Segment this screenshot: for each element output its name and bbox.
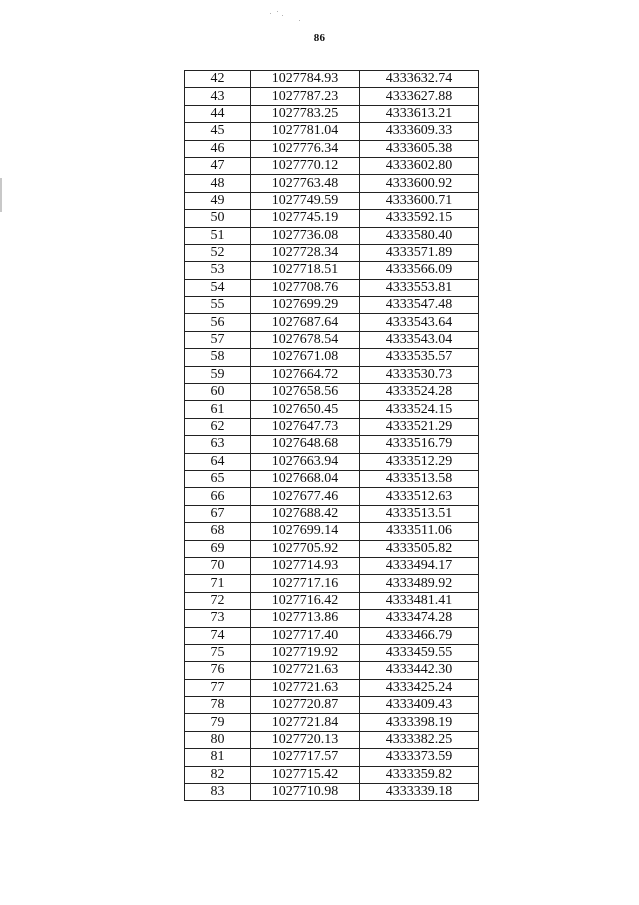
x-coordinate-cell: 1027668.04 — [251, 470, 360, 487]
table-row — [185, 88, 479, 105]
x-coordinate-cell: 1027721.63 — [251, 679, 360, 696]
x-coordinate-cell: 1027717.16 — [251, 575, 360, 592]
table-row — [185, 540, 479, 557]
y-coordinate-cell: 4333530.73 — [360, 366, 479, 383]
point-number-cell: 74 — [185, 627, 251, 644]
table-row — [185, 784, 479, 801]
table-row — [185, 505, 479, 522]
table-row — [185, 123, 479, 140]
point-number-cell: 66 — [185, 488, 251, 505]
y-coordinate-cell: 4333602.80 — [360, 157, 479, 174]
y-coordinate-cell: 4333632.74 — [360, 71, 479, 88]
y-coordinate-cell: 4333516.79 — [360, 436, 479, 453]
x-coordinate-cell: 1027663.94 — [251, 453, 360, 470]
point-number-cell: 52 — [185, 244, 251, 261]
x-coordinate-cell: 1027647.73 — [251, 418, 360, 435]
point-number-cell: 73 — [185, 610, 251, 627]
y-coordinate-cell: 4333409.43 — [360, 697, 479, 714]
x-coordinate-cell: 1027699.29 — [251, 297, 360, 314]
table-row — [185, 418, 479, 435]
y-coordinate-cell: 4333543.64 — [360, 314, 479, 331]
table-row — [185, 436, 479, 453]
x-coordinate-cell: 1027728.34 — [251, 244, 360, 261]
y-coordinate-cell: 4333398.19 — [360, 714, 479, 731]
x-coordinate-cell: 1027721.63 — [251, 662, 360, 679]
y-coordinate-cell: 4333592.15 — [360, 210, 479, 227]
coordinates-table — [184, 70, 479, 801]
point-number-cell: 60 — [185, 384, 251, 401]
x-coordinate-cell: 1027699.14 — [251, 523, 360, 540]
x-coordinate-cell: 1027721.84 — [251, 714, 360, 731]
x-coordinate-cell: 1027749.59 — [251, 192, 360, 209]
x-coordinate-cell: 1027650.45 — [251, 401, 360, 418]
point-number-cell: 46 — [185, 140, 251, 157]
x-coordinate-cell: 1027710.98 — [251, 784, 360, 801]
table-row — [185, 366, 479, 383]
point-number-cell: 49 — [185, 192, 251, 209]
x-coordinate-cell: 1027736.08 — [251, 227, 360, 244]
x-coordinate-cell: 1027713.86 — [251, 610, 360, 627]
y-coordinate-cell: 4333489.92 — [360, 575, 479, 592]
point-number-cell: 58 — [185, 349, 251, 366]
point-number-cell: 68 — [185, 523, 251, 540]
table-row — [185, 140, 479, 157]
table-row — [185, 71, 479, 88]
x-coordinate-cell: 1027688.42 — [251, 505, 360, 522]
table-row — [185, 314, 479, 331]
y-coordinate-cell: 4333481.41 — [360, 592, 479, 609]
point-number-cell: 64 — [185, 453, 251, 470]
point-number-cell: 53 — [185, 262, 251, 279]
point-number-cell: 44 — [185, 105, 251, 122]
x-coordinate-cell: 1027770.12 — [251, 157, 360, 174]
point-number-cell: 70 — [185, 557, 251, 574]
page-number: 86 — [313, 32, 326, 44]
table-row — [185, 627, 479, 644]
x-coordinate-cell: 1027783.25 — [251, 105, 360, 122]
point-number-cell: 47 — [185, 157, 251, 174]
x-coordinate-cell: 1027719.92 — [251, 644, 360, 661]
point-number-cell: 62 — [185, 418, 251, 435]
point-number-cell: 56 — [185, 314, 251, 331]
table-row — [185, 279, 479, 296]
x-coordinate-cell: 1027714.93 — [251, 557, 360, 574]
x-coordinate-cell: 1027717.40 — [251, 627, 360, 644]
table-row — [185, 523, 479, 540]
table-row — [185, 192, 479, 209]
table-row — [185, 175, 479, 192]
point-number-cell: 82 — [185, 766, 251, 783]
point-number-cell: 57 — [185, 331, 251, 348]
point-number-cell: 69 — [185, 540, 251, 557]
point-number-cell: 75 — [185, 644, 251, 661]
point-number-cell: 55 — [185, 297, 251, 314]
y-coordinate-cell: 4333466.79 — [360, 627, 479, 644]
point-number-cell: 71 — [185, 575, 251, 592]
y-coordinate-cell: 4333339.18 — [360, 784, 479, 801]
y-coordinate-cell: 4333494.17 — [360, 557, 479, 574]
table-row — [185, 575, 479, 592]
x-coordinate-cell: 1027715.42 — [251, 766, 360, 783]
y-coordinate-cell: 4333359.82 — [360, 766, 479, 783]
point-number-cell: 48 — [185, 175, 251, 192]
x-coordinate-cell: 1027716.42 — [251, 592, 360, 609]
point-number-cell: 43 — [185, 88, 251, 105]
table-row — [185, 714, 479, 731]
y-coordinate-cell: 4333442.30 — [360, 662, 479, 679]
point-number-cell: 45 — [185, 123, 251, 140]
y-coordinate-cell: 4333535.57 — [360, 349, 479, 366]
y-coordinate-cell: 4333600.71 — [360, 192, 479, 209]
x-coordinate-cell: 1027787.23 — [251, 88, 360, 105]
table-row — [185, 731, 479, 748]
y-coordinate-cell: 4333505.82 — [360, 540, 479, 557]
point-number-cell: 78 — [185, 697, 251, 714]
y-coordinate-cell: 4333627.88 — [360, 88, 479, 105]
x-coordinate-cell: 1027763.48 — [251, 175, 360, 192]
table-row — [185, 384, 479, 401]
point-number-cell: 80 — [185, 731, 251, 748]
x-coordinate-cell: 1027781.04 — [251, 123, 360, 140]
y-coordinate-cell: 4333524.28 — [360, 384, 479, 401]
point-number-cell: 81 — [185, 749, 251, 766]
y-coordinate-cell: 4333613.21 — [360, 105, 479, 122]
table-row — [185, 697, 479, 714]
table-row — [185, 592, 479, 609]
table-row — [185, 227, 479, 244]
x-coordinate-cell: 1027648.68 — [251, 436, 360, 453]
x-coordinate-cell: 1027717.57 — [251, 749, 360, 766]
scan-edge-mark — [0, 178, 2, 212]
x-coordinate-cell: 1027718.51 — [251, 262, 360, 279]
point-number-cell: 76 — [185, 662, 251, 679]
y-coordinate-cell: 4333605.38 — [360, 140, 479, 157]
x-coordinate-cell: 1027776.34 — [251, 140, 360, 157]
point-number-cell: 54 — [185, 279, 251, 296]
y-coordinate-cell: 4333512.29 — [360, 453, 479, 470]
y-coordinate-cell: 4333513.58 — [360, 470, 479, 487]
table-row — [185, 644, 479, 661]
y-coordinate-cell: 4333521.29 — [360, 418, 479, 435]
y-coordinate-cell: 4333571.89 — [360, 244, 479, 261]
y-coordinate-cell: 4333553.81 — [360, 279, 479, 296]
table-row — [185, 749, 479, 766]
table-row — [185, 331, 479, 348]
point-number-cell: 51 — [185, 227, 251, 244]
point-number-cell: 61 — [185, 401, 251, 418]
table-row — [185, 453, 479, 470]
y-coordinate-cell: 4333566.09 — [360, 262, 479, 279]
table-row — [185, 157, 479, 174]
y-coordinate-cell: 4333373.59 — [360, 749, 479, 766]
point-number-cell: 42 — [185, 71, 251, 88]
table-row — [185, 662, 479, 679]
point-number-cell: 72 — [185, 592, 251, 609]
x-coordinate-cell: 1027664.72 — [251, 366, 360, 383]
y-coordinate-cell: 4333513.51 — [360, 505, 479, 522]
y-coordinate-cell: 4333382.25 — [360, 731, 479, 748]
table-row — [185, 766, 479, 783]
table-row — [185, 557, 479, 574]
table-row — [185, 297, 479, 314]
x-coordinate-cell: 1027671.08 — [251, 349, 360, 366]
table-row — [185, 488, 479, 505]
y-coordinate-cell: 4333425.24 — [360, 679, 479, 696]
scan-specks — [268, 9, 318, 23]
y-coordinate-cell: 4333511.06 — [360, 523, 479, 540]
y-coordinate-cell: 4333547.48 — [360, 297, 479, 314]
x-coordinate-cell: 1027708.76 — [251, 279, 360, 296]
point-number-cell: 59 — [185, 366, 251, 383]
point-number-cell: 67 — [185, 505, 251, 522]
table-row — [185, 679, 479, 696]
y-coordinate-cell: 4333512.63 — [360, 488, 479, 505]
table-row — [185, 349, 479, 366]
x-coordinate-cell: 1027658.56 — [251, 384, 360, 401]
point-number-cell: 79 — [185, 714, 251, 731]
point-number-cell: 63 — [185, 436, 251, 453]
y-coordinate-cell: 4333609.33 — [360, 123, 479, 140]
y-coordinate-cell: 4333580.40 — [360, 227, 479, 244]
x-coordinate-cell: 1027745.19 — [251, 210, 360, 227]
x-coordinate-cell: 1027705.92 — [251, 540, 360, 557]
table-row — [185, 470, 479, 487]
point-number-cell: 77 — [185, 679, 251, 696]
y-coordinate-cell: 4333543.04 — [360, 331, 479, 348]
table-row — [185, 105, 479, 122]
x-coordinate-cell: 1027784.93 — [251, 71, 360, 88]
point-number-cell: 83 — [185, 784, 251, 801]
x-coordinate-cell: 1027678.54 — [251, 331, 360, 348]
table-row — [185, 210, 479, 227]
coordinates-table-body — [185, 71, 479, 801]
x-coordinate-cell: 1027687.64 — [251, 314, 360, 331]
table-row — [185, 262, 479, 279]
x-coordinate-cell: 1027720.13 — [251, 731, 360, 748]
point-number-cell: 65 — [185, 470, 251, 487]
x-coordinate-cell: 1027720.87 — [251, 697, 360, 714]
table-row — [185, 244, 479, 261]
y-coordinate-cell: 4333600.92 — [360, 175, 479, 192]
point-number-cell: 50 — [185, 210, 251, 227]
x-coordinate-cell: 1027677.46 — [251, 488, 360, 505]
y-coordinate-cell: 4333459.55 — [360, 644, 479, 661]
y-coordinate-cell: 4333524.15 — [360, 401, 479, 418]
y-coordinate-cell: 4333474.28 — [360, 610, 479, 627]
table-row — [185, 401, 479, 418]
table-row — [185, 610, 479, 627]
